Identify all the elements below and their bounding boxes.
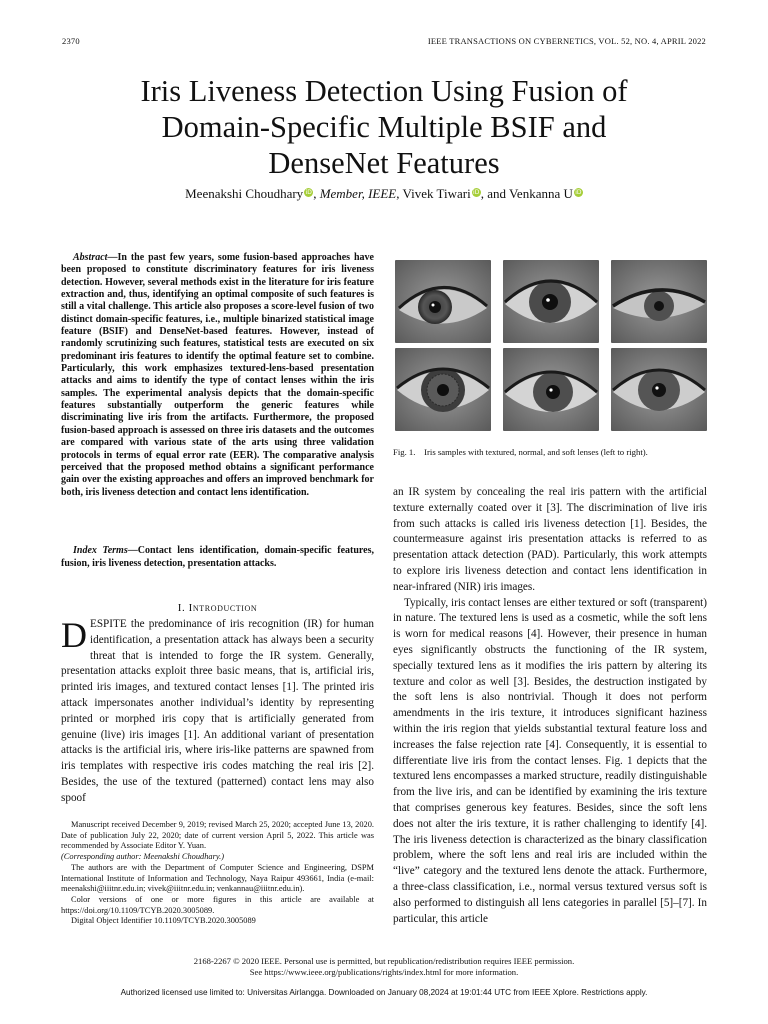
introduction-paragraph: DESPITE the predominance of iris recognition (IR) for human identification, a presentation attack has always been a security threat that is intended to forge the IR system. Generally, presentation attacks exploit three basic means, that is, artificial iris, printed iris images, and textured contact lenses [1]. The printed iris attack impersonates another individual’s identity by representing printed or morphed iris copy that is artificially generated from genuine (live) iris images [1]. An additional variant of presentation attacks is the artificial iris, where iris-like patterns are spawned from iris templates with respective iris codes matching the real iris [2]. Besides, the use of the textured (patterned) contact lens may also spoof <box>61 615 374 804</box>
footnote-corresponding: (Corresponding author: Meenakshi Choudhary.) <box>61 852 224 862</box>
iris-image-textured-1 <box>395 260 491 343</box>
figure-1-iris-samples <box>395 260 707 436</box>
footnote-affiliation: The authors are with the Department of Computer Science and Engineering, DSPM International Institute of Information and Technology, Naya Raipur 493661, India (e-mail: meenakshi@iiitnr.edu.in; vivek@iiitnr.edu.in; venkannau@iiitnr.edu.in). <box>61 862 374 894</box>
iris-image-normal-1 <box>503 260 599 343</box>
paragraph-continuation: an IR system by concealing the real iris pattern with the artificial texture externally coated over it [3]. The discrimination of live iris from such attacks is called iris liveness detection [1]. Besides, the countermeasure against iris presentation attacks is referred to as presentation attack detection (PAD). Particularly, this work attempts to explore iris liveness detection and contact lens identification in near-infrared (NIR) iris images. <box>393 486 707 593</box>
iris-image-soft-2 <box>611 348 707 431</box>
author-2: , Vivek Tiwari <box>396 186 471 201</box>
paper-title <box>60 73 708 181</box>
iris-image-textured-2 <box>395 348 491 431</box>
iris-image-soft-1 <box>611 260 707 343</box>
title-line-2: Domain-Specific Multiple BSIF and <box>161 110 607 144</box>
drop-cap: D <box>61 615 87 655</box>
paragraph-contact-lenses: Typically, iris contact lenses are either textured or soft (transparent) in nature. The textured lens is used as a cosmetic, while the soft lens is worn for medical reasons [4]. However, their presence in human eyes significantly obstructs the functioning of the IR system, specially textured lens as it modifies the iris pattern by altering its texture and color as well [3]. Besides, the destruction instigated by the soft lens is also nontrivial. Though it does not perform amendments in the iris texture, it introduces significant haziness within the iris region that yields substantial textural feature loss and increases the false rejection rate [4]. Consequently, it is essential to differentiate live iris from the contact lenses. Fig. 1 depicts that the textured lens encompasses a marked structure, readily distinguishable from the live iris, and can be identified by examining the iris texture that comprises generous key features. Besides, since the soft lens does not alter the iris texture, it is rather challenging to identify [4]. The iris liveness detection is characterized as the binary classification problem, where the soft lens and real iris are included within the “live” category and the textured lens denote the attack. Furthermore, a three-class classification, i.e., normal versus textured versus soft is also performed to distinguish all lens categories in parallel [5]–[7]. In particular, this article <box>393 596 707 925</box>
abstract: Abstract—In the past few years, some fusion-based approaches have been proposed to constitute discriminatory features for iris liveness detection. However, several methods exist in the literature for iris feature extraction and, thus, identifying an optimal composite of such features is still a vital challenge. This article also proposes a score-level fusion of two distinct domain-specific features, i.e., multiple binarized statistical image feature (BSIF) and DenseNet-based features. However, instead of randomly scrutinizing such features, statistical tests are executed on six predominant iris features to identify the optimal feature set to combine. Particularly, this work emphasizes textured-lens-based presentation attacks and aims to identify the type of contact lenses within the iris samples. The experimental analysis depicts that the domain-specific features substantially outperform the generic features while discriminating live iris from the artifacts. Furthermore, the proposed fusion-based approach is assessed on three iris datasets and the outcomes are compared with various state of the arts using three validation protocols in terms of equal error rate (EER). The comparative analysis perceived that the proposed method obtains a significant performance gain over the existing approaches and offers an improved benchmark for both, iris liveness detection and contact lens identification. <box>61 252 374 498</box>
title-line-3: DenseNet Features <box>268 146 500 180</box>
orcid-icon[interactable]: iD <box>473 189 480 196</box>
orcid-icon[interactable]: iD <box>575 189 582 196</box>
author-list: Meenakshi Choudhary iD, Member, IEEE, Vivek Tiwari iD, and Venkanna U iD <box>185 186 582 201</box>
footnote-doi: Digital Object Identifier 10.1109/TCYB.2020.3005089 <box>71 916 256 926</box>
iris-image-normal-2 <box>503 348 599 431</box>
journal-header: IEEE TRANSACTIONS ON CYBERNETICS, VOL. 52, NO. 4, APRIL 2022 <box>427 36 706 46</box>
section-heading-introduction: I. Introduction <box>177 602 258 614</box>
right-column-text <box>393 485 707 927</box>
page-number: 2370 <box>62 36 80 46</box>
index-terms: Index Terms—Contact lens identification, domain-specific features, fusion, iris liveness detection, presentation attacks. <box>61 545 374 569</box>
figure-1-caption: Fig. 1. Iris samples with textured, normal, and soft lenses (left to right). <box>393 447 648 457</box>
author-1: Meenakshi Choudhary <box>185 186 304 201</box>
title-line-1: Iris Liveness Detection Using Fusion of <box>140 74 628 108</box>
orcid-icon[interactable]: iD <box>305 189 312 196</box>
copyright-notice: 2168-2267 © 2020 IEEE. Personal use is permitted, but republication/redistribution requires IEEE permission. See https://www.ieee.org/publications/rights/index.html for more information. <box>193 956 575 977</box>
authorized-use-notice: Authorized licensed use limited to: Universitas Airlangga. Downloaded on January 08,2024 at 19:01:44 UTC from IEEE Xplore. Restrictions apply. <box>120 988 648 997</box>
author-3: , and Venkanna U <box>480 186 573 201</box>
member-ieee: Member, IEEE <box>319 186 397 201</box>
footnote-color: Color versions of one or more figures in this article are available at https://doi.org/10.1109/TCYB.2020.3005089. <box>61 894 374 915</box>
footnotes <box>61 820 374 927</box>
footnote-received: Manuscript received December 9, 2019; revised March 25, 2020; accepted June 13, 2020. Date of publication July 22, 2020; date of current version April 5, 2022. This article was recommended by Associate Editor Y. Yuan. <box>61 820 374 851</box>
